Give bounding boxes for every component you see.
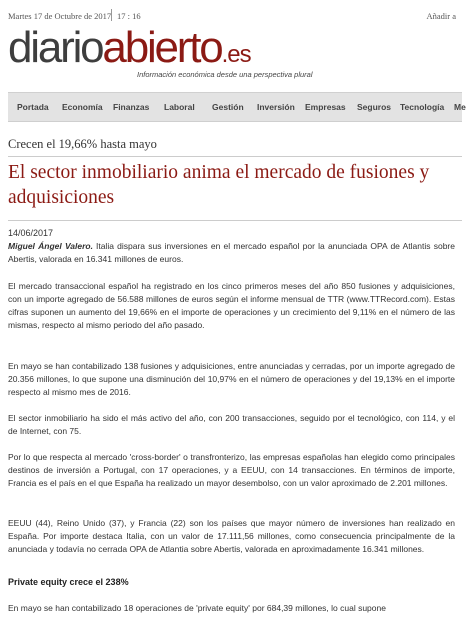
- divider: [8, 156, 462, 157]
- site-logo[interactable]: [8, 23, 251, 72]
- nav-item-finanzas[interactable]: Finanzas: [113, 102, 150, 112]
- article-subheading: Private equity crece el 238%: [8, 577, 129, 587]
- article-paragraph: Por lo que respecta al mercado 'cross-border' o transfronterizo, las empresas españolas han elegido como principales destinos de inversión a Portugal, con 17 operaciones, y a EEUU, con 14 transacciones. En términos de importe, Francia es el país en el que España ha realizado un mayor desembolso, con un valor aproximado de 2.201 millones.: [8, 452, 455, 488]
- nav-item-empresas[interactable]: Empresas: [305, 102, 346, 112]
- nav-item-portada[interactable]: Portada: [17, 102, 49, 112]
- divider: [8, 220, 462, 221]
- nav-item-more[interactable]: Me: [454, 102, 466, 112]
- nav-item-tecnologia[interactable]: Tecnología: [400, 102, 445, 112]
- site-tagline: Información económica desde una perspectiva plural: [137, 70, 313, 79]
- lead-text: Italia dispara sus inversiones en el mercado español por la anunciada OPA de Atlantis sobre Abertis, valorada en 16.341 millones de euros.: [8, 241, 455, 264]
- article-paragraph: El mercado transaccional español ha registrado en los cinco primeros meses del año 850 fusiones y adquisiciones, con un importe agregado de 56.588 millones de euros según el informe mensual de TTR (www.TTRecord.com). Estas cifras suponen un aumento del 19,66% en el importe de operaciones y un crecimiento del 9,11% en el número de las mismas, respecto al mismo periodo del año pasado.: [8, 281, 455, 330]
- article-author: Miguel Ángel Valero.: [8, 241, 93, 251]
- logo-text-es: .es: [221, 41, 251, 68]
- nav-item-seguros[interactable]: Seguros: [357, 102, 392, 112]
- article-title: El sector inmobiliario anima el mercado de fusiones y adquisiciones: [8, 162, 430, 208]
- nav-item-gestion[interactable]: Gestión: [212, 102, 244, 112]
- article-kicker: Crecen el 19,66% hasta mayo: [8, 137, 157, 151]
- nav-item-economia[interactable]: Economía: [62, 102, 103, 112]
- logo-text-abierto: abierto: [102, 23, 222, 72]
- add-to-favorites-link[interactable]: Añadir a: [426, 11, 456, 21]
- nav-item-laboral[interactable]: Laboral: [164, 102, 195, 112]
- top-bar: [0, 0, 462, 22]
- current-date: Martes 17 de Octubre de 2017: [8, 11, 112, 21]
- nav-item-inversion[interactable]: Inversión: [257, 102, 295, 112]
- main-nav: [8, 92, 466, 122]
- article-paragraph: EEUU (44), Reino Unido (37), y Francia (22) son los países que mayor número de inversiones han realizado en España. Por importe destaca Italia, con un valor de 17.111,56 millones, como consecuencia principalmente de la anunciada y todavía no cerrada OPA de Atlantia sobre Abertis, valorada en aproximadamente 16.341 millones.: [8, 518, 455, 554]
- article-paragraph: En mayo se han contabilizado 18 operaciones de 'private equity' por 684,39 millones, lo cual supone: [8, 603, 386, 613]
- current-time: 17 : 16: [117, 11, 141, 21]
- logo-text-diario: diario: [8, 23, 103, 72]
- article-lead: [8, 240, 455, 266]
- date-separator: [111, 9, 112, 21]
- article-date: 14/06/2017: [8, 228, 54, 238]
- article-paragraph: El sector inmobiliario ha sido el más activo del año, con 200 transacciones, seguido por el tecnológico, con 114, y el de Internet, con 75.: [8, 413, 455, 436]
- article-paragraph: En mayo se han contabilizado 138 fusiones y adquisiciones, entre anunciadas y cerradas, por un importe agregado de 20.356 millones, lo que supone una disminución del 10,97% en el número de operaciones y del 19,13% en el importe respecto al mismo mes de 2016.: [8, 361, 455, 397]
